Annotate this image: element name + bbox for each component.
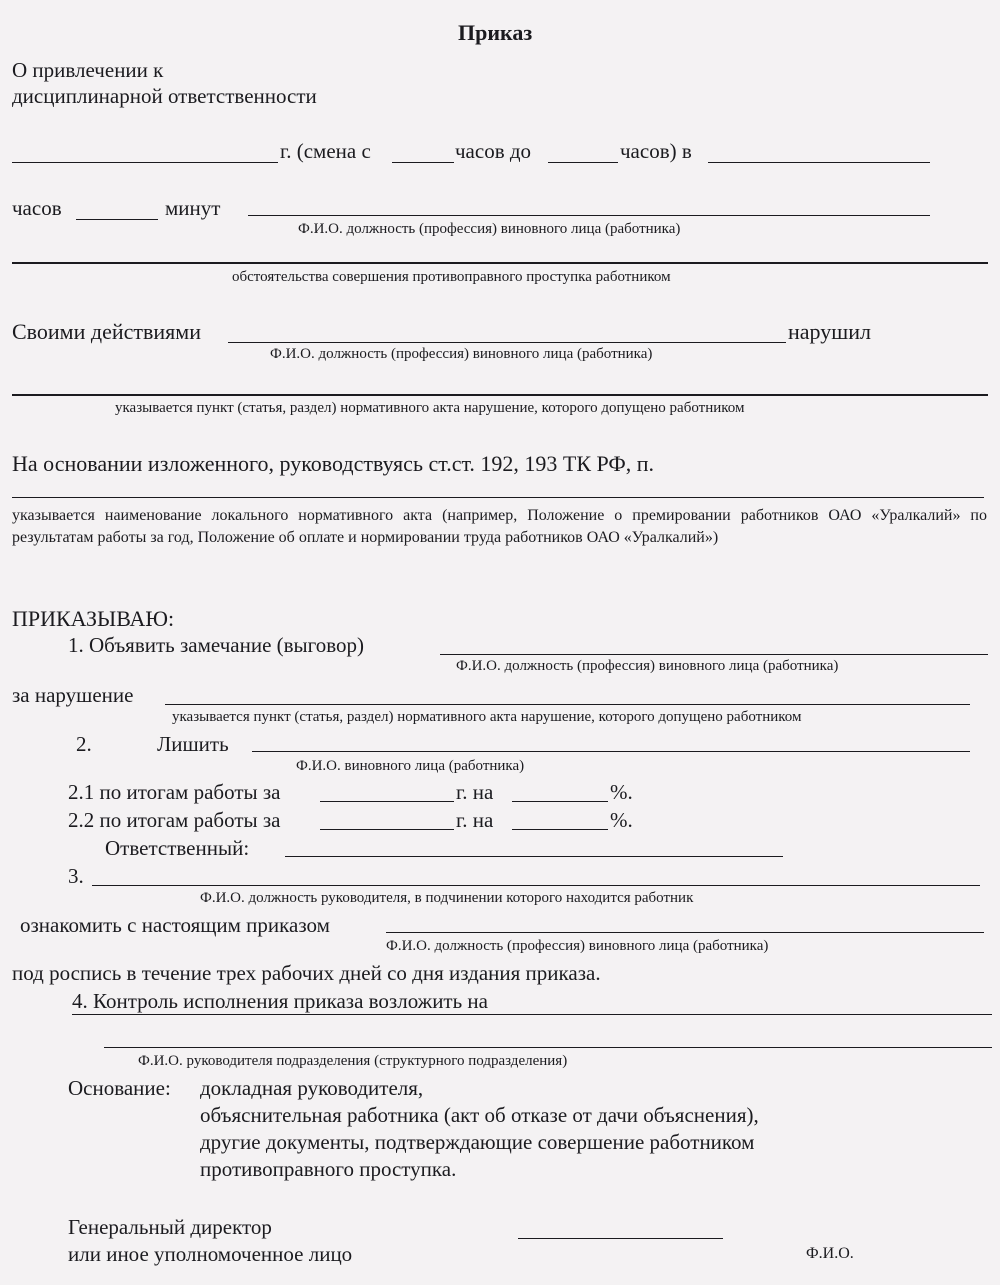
item2-sub2-percent: %. — [610, 808, 633, 832]
local-act-blank[interactable] — [12, 497, 984, 498]
shift-from-blank[interactable] — [392, 162, 454, 163]
signatory-line-1: Генеральный директор — [68, 1215, 272, 1239]
subject-line-2: дисциплинарной ответственности — [12, 84, 317, 108]
item3-manager-caption: Ф.И.О. должность руководителя, в подчинении которого находится работник — [200, 890, 694, 906]
signatory-fio-label: Ф.И.О. — [806, 1245, 854, 1262]
grounds-line-2: объяснительная работника (акт об отказе от дачи объяснения), — [200, 1103, 759, 1127]
grounds-line-3: другие документы, подтверждающие совершение работником — [200, 1130, 755, 1154]
signatory-line-2: или иное уполномоченное лицо — [68, 1242, 353, 1266]
actions-suffix: нарушил — [788, 319, 871, 344]
employee-fio-blank-1[interactable] — [248, 215, 930, 216]
item1-violation-blank[interactable] — [165, 704, 970, 705]
item2-sub1-prefix: 2.1 по итогам работы за — [68, 780, 281, 804]
hours-label: часов — [12, 196, 62, 220]
item2-sub2-prefix: 2.2 по итогам работы за — [68, 808, 281, 832]
minutes-label: минут — [165, 196, 221, 220]
grounds-line-4: противоправного проступка. — [200, 1157, 457, 1181]
item2-text: Лишить — [157, 732, 229, 756]
employee-fio-caption-1: Ф.И.О. должность (профессия) виновного лица (работника) — [298, 221, 681, 237]
item2-number: 2. — [76, 732, 92, 756]
date-year-suffix: г. (смена с — [280, 139, 371, 163]
item1-for-violation: за нарушение — [12, 683, 134, 707]
item2-responsible-label: Ответственный: — [105, 836, 250, 860]
item1-fio-caption: Ф.И.О. должность (профессия) виновного лица (работника) — [456, 658, 839, 674]
item2-responsible-blank[interactable] — [285, 856, 783, 857]
item2-sub1-percent-blank[interactable] — [512, 801, 608, 802]
violation-caption: указывается пункт (статья, раздел) нормативного акта нарушение, которого допущено работником — [115, 400, 745, 416]
basis-line: На основании изложенного, руководствуясь ст.ст. 192, 193 ТК РФ, п. — [12, 451, 655, 476]
violation-blank[interactable] — [12, 394, 988, 396]
item3-acquaint-caption: Ф.И.О. должность (профессия) виновного лица (работника) — [386, 938, 769, 954]
item2-fio-blank[interactable] — [252, 751, 970, 752]
item2-sub2-percent-blank[interactable] — [512, 829, 608, 830]
grounds-label: Основание: — [68, 1076, 171, 1100]
date-place-blank[interactable] — [708, 162, 930, 163]
item1-violation-caption: указывается пункт (статья, раздел) нормативного акта нарушение, которого допущено работником — [172, 709, 802, 725]
actions-prefix: Своими действиями — [12, 319, 201, 344]
grounds-line-1: докладная руководителя, — [200, 1076, 424, 1100]
item3-acquaint-blank[interactable] — [386, 932, 984, 933]
document-title: Приказ — [458, 20, 533, 45]
item4-blank-2[interactable] — [104, 1047, 992, 1048]
item4-text: 4. Контроль исполнения приказа возложить на — [72, 989, 488, 1013]
item1-fio-blank[interactable] — [440, 654, 988, 655]
item2-sub2-year-on: г. на — [456, 808, 494, 832]
circumstances-blank[interactable] — [12, 262, 988, 264]
signature-blank[interactable] — [518, 1238, 723, 1239]
hours-to-label: часов) в — [620, 139, 692, 163]
employee-fio-caption-2: Ф.И.О. должность (профессия) виновного лица (работника) — [270, 346, 653, 362]
item2-sub1-percent: %. — [610, 780, 633, 804]
item3-number: 3. — [68, 864, 84, 888]
employee-fio-blank-2[interactable] — [228, 342, 786, 343]
item1-text: 1. Объявить замечание (выговор) — [68, 633, 365, 657]
item2-sub2-year-blank[interactable] — [320, 829, 454, 830]
item3-signature-note: под роспись в течение трех рабочих дней со дня издания приказа. — [12, 961, 601, 985]
item3-acquaint: ознакомить с настоящим приказом — [20, 913, 330, 937]
circumstances-caption: обстоятельства совершения противоправного проступка работником — [232, 269, 671, 285]
item3-manager-blank[interactable] — [92, 885, 980, 886]
order-word: ПРИКАЗЫВАЮ: — [12, 606, 175, 631]
local-act-note: указывается наименование локального нормативного акта (например, Положение о премировании работников ОАО «Уралкалий» по результатам работы за год, Положение об оплате и нормировании труда работников ОАО «Уралкалий») — [12, 507, 987, 546]
item2-fio-caption: Ф.И.О. виновного лица (работника) — [296, 758, 525, 774]
hours-blank[interactable] — [76, 219, 158, 220]
date-blank[interactable] — [12, 162, 278, 163]
hours-from-label: часов до — [455, 139, 532, 163]
item4-caption: Ф.И.О. руководителя подразделения (структурного подразделения) — [138, 1053, 568, 1069]
item4-blank-1[interactable] — [72, 1014, 992, 1015]
shift-to-blank[interactable] — [548, 162, 618, 163]
item2-sub1-year-blank[interactable] — [320, 801, 454, 802]
subject-line-1: О привлечении к — [12, 58, 164, 82]
item2-sub1-year-on: г. на — [456, 780, 494, 804]
